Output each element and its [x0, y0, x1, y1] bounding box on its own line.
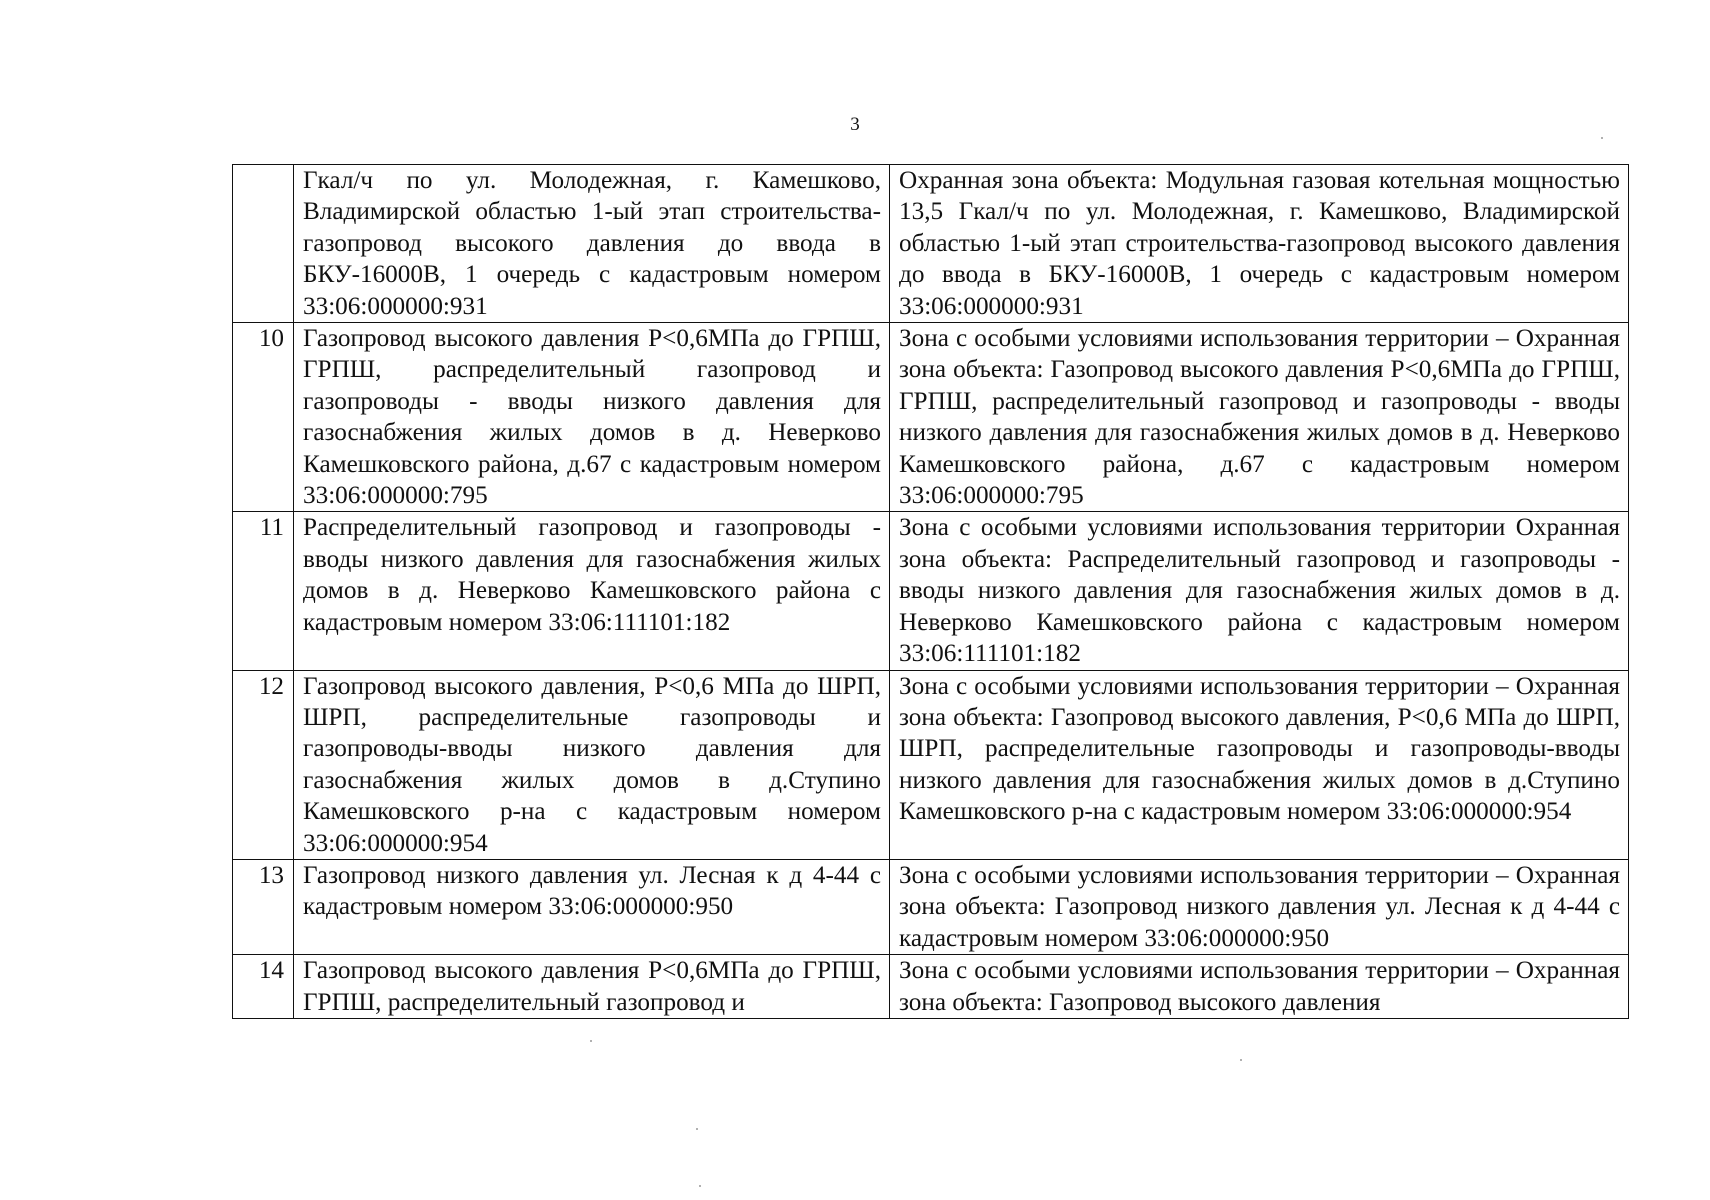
row-number-cell: 10	[233, 323, 294, 512]
row-number-cell	[233, 165, 294, 323]
object-description-cell: Распределительный газопровод и газопроводы - вводы низкого давления для газоснабжения жилых домов в д. Неверково Камешковского района с кадастровым номером 33:06:111101:182	[294, 512, 890, 670]
table-row	[233, 323, 1629, 512]
table-row	[233, 512, 1629, 670]
table-row	[233, 859, 1629, 954]
scan-speck	[590, 1040, 592, 1042]
object-description-cell: Газопровод высокого давления Р<0,6МПа до ГРПШ, ГРПШ, распределительный газопровод и газопроводы - вводы низкого давления для газоснабжения жилых домов в д. Неверково Камешковского района, д.67 с кадастровым номером 33:06:000000:795	[294, 323, 890, 512]
row-number-cell: 12	[233, 670, 294, 859]
protection-zone-cell: Охранная зона объекта: Модульная газовая котельная мощностью 13,5 Гкал/ч по ул. Молодежная, г. Камешково, Владимирской областью 1-ый этап строительства-газопровод высокого давления до ввода в БКУ-16000В, 1 очередь с кадастровым номером 33:06:000000:931	[890, 165, 1629, 323]
registry-table	[232, 164, 1629, 1019]
row-number-cell: 13	[233, 859, 294, 954]
protection-zone-cell: Зона с особыми условиями использования территории – Охранная зона объекта: Газопровод высокого давления, Р<0,6 МПа до ШРП, ШРП, распределительные газопроводы и газопроводы-вводы низкого давления для газоснабжения жилых домов в д.Ступино Камешковского р-на с кадастровым номером 33:06:000000:954	[890, 670, 1629, 859]
table-row	[233, 670, 1629, 859]
row-number-cell: 11	[233, 512, 294, 670]
table-row	[233, 165, 1629, 323]
page-number: 3	[850, 114, 860, 135]
protection-zone-cell: Зона с особыми условиями использования территории Охранная зона объекта: Распределительный газопровод и газопроводы - вводы низкого давления для газоснабжения жилых домов в д. Неверково Камешковского района с кадастровым номером 33:06:111101:182	[890, 512, 1629, 670]
scan-speck	[1601, 137, 1603, 139]
protection-zone-cell: Зона с особыми условиями использования территории – Охранная зона объекта: Газопровод высокого давления	[890, 955, 1629, 1019]
row-number-cell: 14	[233, 955, 294, 1019]
object-description-cell: Гкал/ч по ул. Молодежная, г. Камешково, Владимирской областью 1-ый этап строительства-газопровод высокого давления до ввода в БКУ-16000В, 1 очередь с кадастровым номером 33:06:000000:931	[294, 165, 890, 323]
scan-speck	[696, 1128, 698, 1130]
protection-zone-cell: Зона с особыми условиями использования территории – Охранная зона объекта: Газопровод низкого давления ул. Лесная к д 4-44 с кадастровым номером 33:06:000000:950	[890, 859, 1629, 954]
object-description-cell: Газопровод высокого давления Р<0,6МПа до ГРПШ, ГРПШ, распределительный газопровод и	[294, 955, 890, 1019]
object-description-cell: Газопровод низкого давления ул. Лесная к д 4-44 с кадастровым номером 33:06:000000:950	[294, 859, 890, 954]
protection-zone-cell: Зона с особыми условиями использования территории – Охранная зона объекта: Газопровод высокого давления Р<0,6МПа до ГРПШ, ГРПШ, распределительный газопровод и газопроводы - вводы низкого давления для газоснабжения жилых домов в д. Неверково Камешковского района, д.67 с кадастровым номером 33:06:000000:795	[890, 323, 1629, 512]
scan-speck	[699, 1185, 701, 1187]
object-description-cell: Газопровод высокого давления, Р<0,6 МПа до ШРП, ШРП, распределительные газопроводы и газопроводы-вводы низкого давления для газоснабжения жилых домов в д.Ступино Камешковского р-на с кадастровым номером 33:06:000000:954	[294, 670, 890, 859]
table-row	[233, 955, 1629, 1019]
scan-speck	[1240, 1059, 1242, 1061]
